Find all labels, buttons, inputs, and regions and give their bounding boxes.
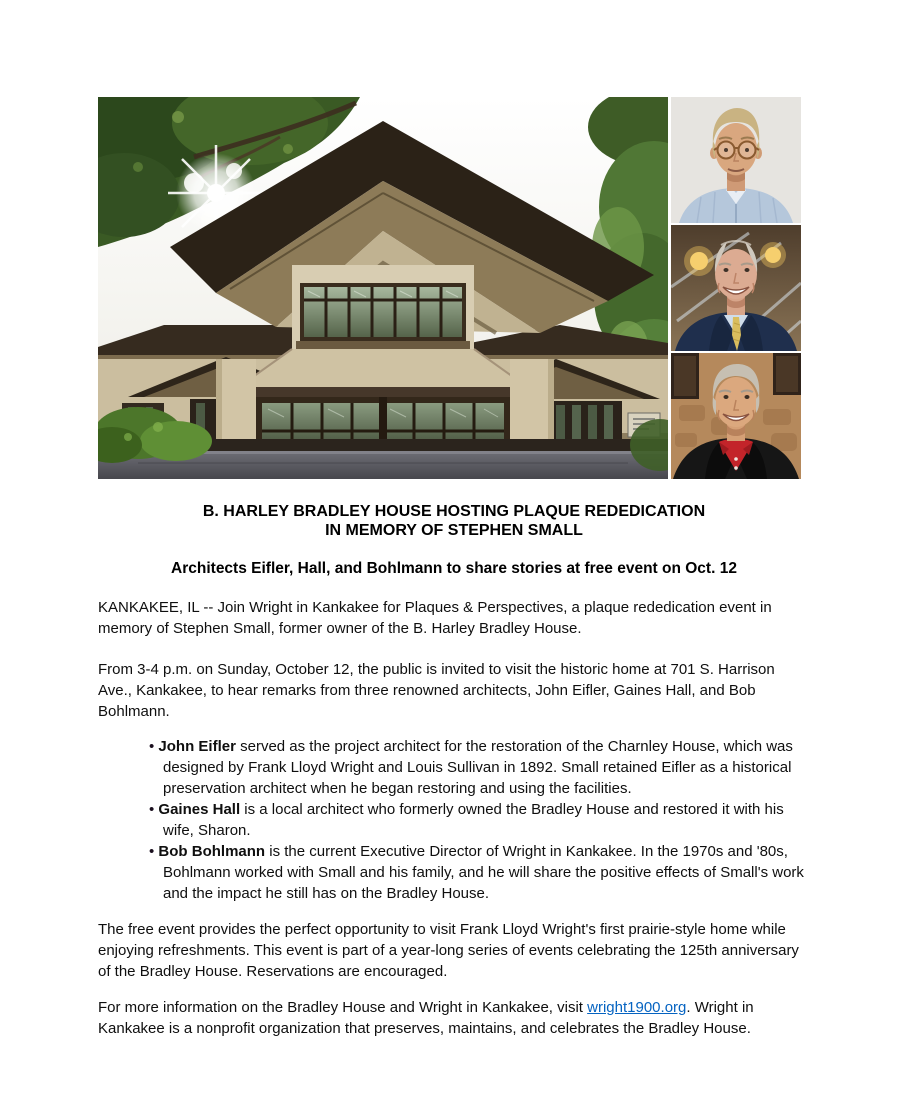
paragraph-event-details: From 3-4 p.m. on Sunday, October 12, the public is invited to visit the historic home at 701 S. Harrison Ave., Kankakee, to hear remarks from three renowned architects, John Eifler, Gaines Hall, and Bob Bohlmann.: [98, 661, 775, 720]
portrait-column: [671, 97, 801, 479]
hero-images: [98, 97, 810, 479]
more-info-text-after-link: . Wright in Kankakee is a nonprofit organization that preserves, maintains, and celebrates the Bradley House.: [98, 999, 754, 1037]
list-item-bob-bohlmann: [98, 841, 810, 904]
architect-description: served as the project architect for the restoration of the Charnley House, which was designed by Frank Lloyd Wright and Louis Sullivan in 1892. Small retained Eifler as a historical preservation architect when he began restoring and using the facilities.: [163, 738, 793, 797]
subheadline: Architects Eifler, Hall, and Bohlmann to share stories at free event on Oct. 12: [171, 560, 737, 577]
architect-name: Gaines Hall: [158, 801, 241, 818]
architect-name: Bob Bohlmann: [158, 843, 266, 860]
headline-line-2: IN MEMORY OF STEPHEN SMALL: [325, 522, 583, 539]
architect-description: is the current Executive Director of Wright in Kankakee. In the 1970s and '80s, Bohlmann worked with Small and his family, and he will share the positive effects of Small's work and the impact he still has on the Bradley House.: [163, 843, 804, 902]
architect-list: [98, 736, 810, 904]
list-item-john-eifler: [98, 736, 810, 799]
headline-line-1: B. HARLEY BRADLEY HOUSE HOSTING PLAQUE REDEDICATION: [202, 503, 706, 520]
paragraph-dateline: KANKAKEE, IL -- Join Wright in Kankakee for Plaques & Perspectives, a plaque rededication event in memory of Stephen Small, former owner of the B. Harley Bradley House.: [98, 599, 772, 637]
portrait-1: [671, 97, 801, 223]
paragraph-free-event: The free event provides the perfect opportunity to visit Frank Lloyd Wright's first prairie-style home while enjoying refreshments. This event is part of a year-long series of events celebrating the 125th anniversary of the Bradley House. Reservations are encouraged.: [98, 921, 799, 980]
portrait-3: [671, 353, 801, 479]
bradley-house-photo: [98, 97, 668, 479]
architect-name: John Eifler: [158, 738, 236, 755]
more-info-text-before-link: For more information on the Bradley House and Wright in Kankakee, visit: [98, 999, 588, 1016]
paragraph-more-info: [98, 997, 810, 1039]
wright1900-link[interactable]: wright1900.org: [587, 999, 687, 1016]
headline: [98, 502, 810, 540]
architect-description: is a local architect who formerly owned the Bradley House and restored it with his wife, Sharon.: [163, 801, 784, 839]
portrait-2: [671, 225, 801, 351]
list-item-gaines-hall: [98, 799, 810, 841]
